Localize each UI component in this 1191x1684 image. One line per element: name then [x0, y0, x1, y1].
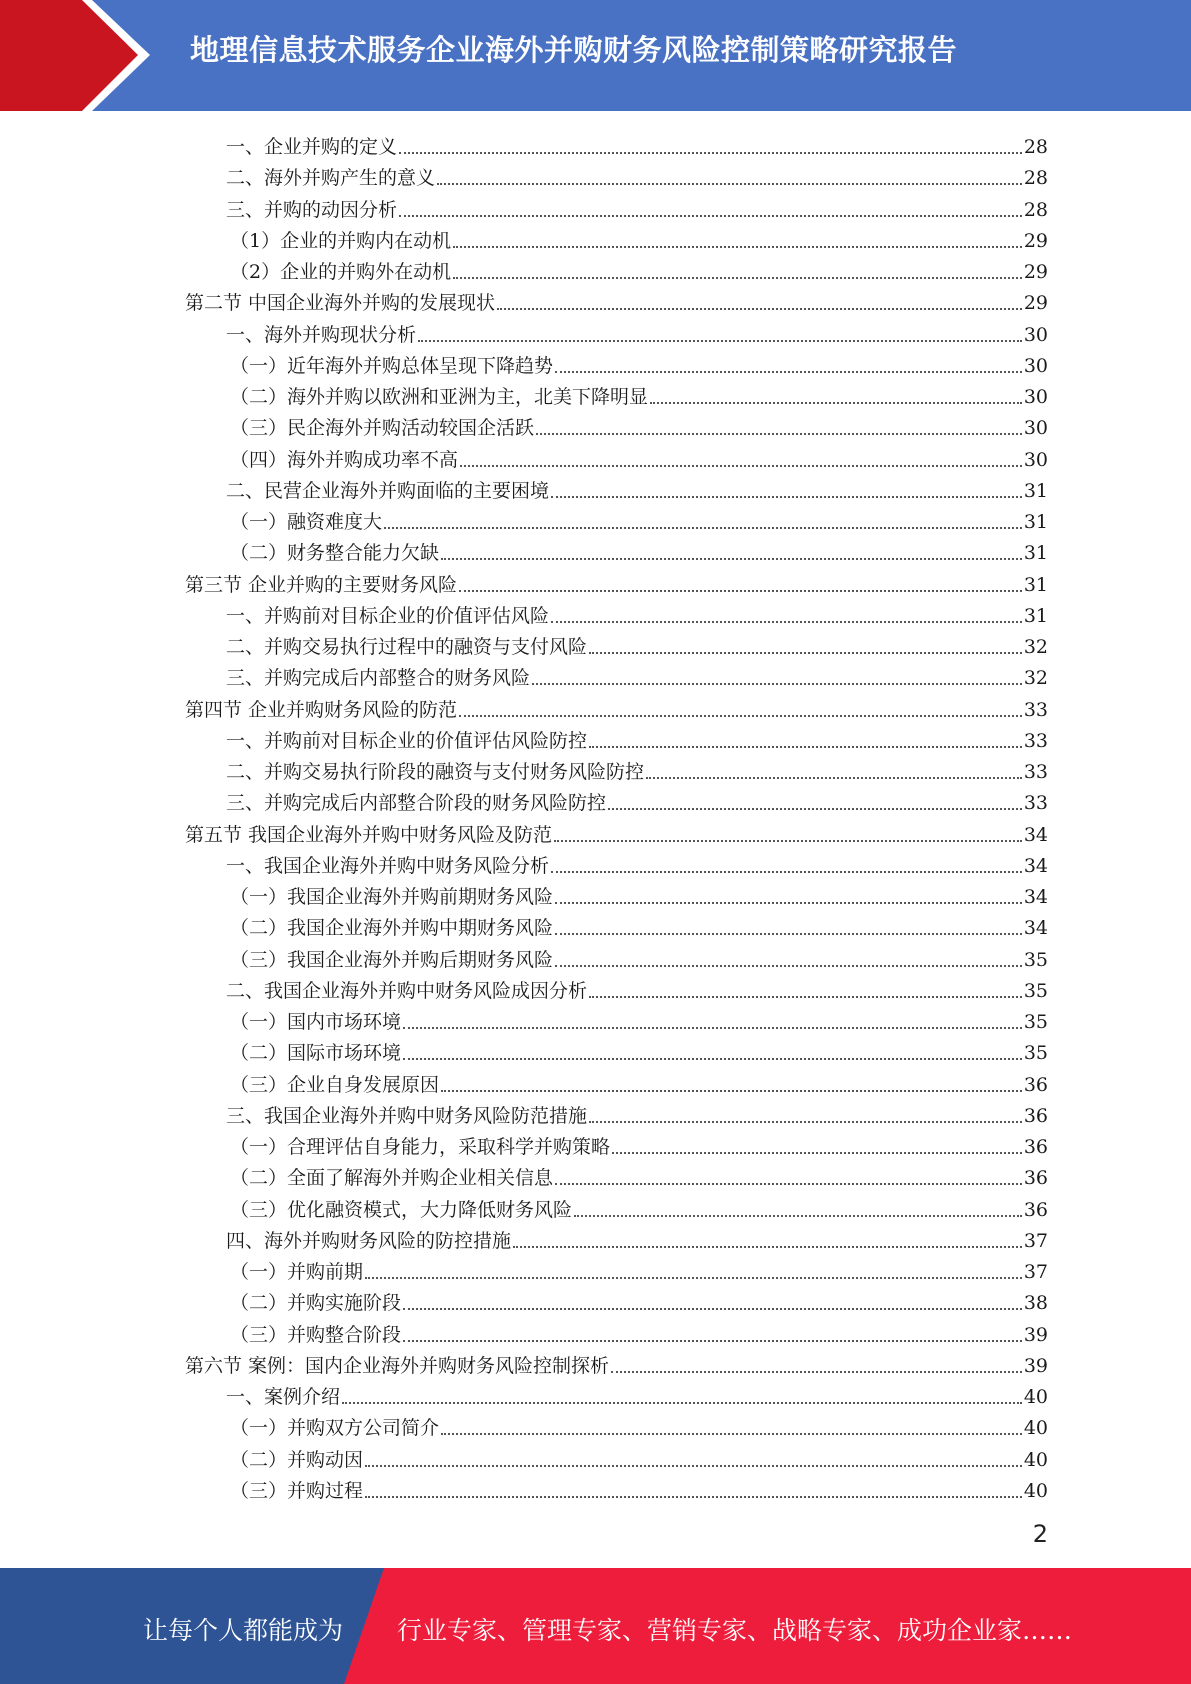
toc-entry[interactable]	[230, 1159, 1048, 1190]
toc-entry-page: 31	[1023, 604, 1048, 627]
toc-entry-title: （一）国内市场环境	[230, 1011, 402, 1033]
toc-entry-page: 29	[1023, 261, 1048, 283]
toc-dot-leader	[441, 1432, 1022, 1435]
toc-entry[interactable]	[230, 503, 1048, 534]
toc-entry-page: 34	[1023, 886, 1048, 908]
toc-entry-page: 33	[1023, 729, 1048, 752]
toc-entry-page: 33	[1023, 792, 1048, 815]
toc-dot-leader	[589, 651, 1022, 654]
toc-entry-page: 30	[1023, 354, 1048, 377]
toc-entry-title: （一）合理评估自身能力，采取科学并购策略	[230, 1136, 611, 1158]
toc-entry-page: 30	[1023, 386, 1048, 408]
toc-dot-leader	[365, 1495, 1022, 1498]
toc-dot-leader	[403, 1307, 1022, 1310]
toc-entry[interactable]	[230, 1003, 1048, 1034]
toc-entry-title: 四、海外并购财务风险的防控措施	[226, 1229, 512, 1252]
toc-dot-leader	[555, 370, 1022, 373]
toc-entry-title: （三）民企海外并购活动较国企活跃	[230, 417, 535, 440]
toc-entry-title: （二）并购实施阶段	[230, 1292, 402, 1315]
toc-entry-page: 34	[1023, 917, 1048, 940]
toc-entry[interactable]	[230, 409, 1048, 440]
toc-entry-title: （二）国际市场环境	[230, 1042, 402, 1065]
toc-entry[interactable]	[230, 878, 1048, 909]
toc-entry-page: 30	[1023, 448, 1048, 471]
toc-entry[interactable]	[226, 316, 1048, 347]
toc-entry[interactable]	[226, 191, 1048, 222]
toc-entry[interactable]	[230, 378, 1048, 409]
toc-entry-page: 29	[1023, 229, 1048, 252]
toc-entry[interactable]	[226, 597, 1048, 628]
toc-dot-leader	[365, 1464, 1022, 1467]
toc-entry-page: 30	[1023, 323, 1048, 346]
toc-entry-page: 36	[1023, 1136, 1048, 1158]
toc-entry-page: 28	[1023, 198, 1048, 221]
toc-entry-page: 39	[1023, 1323, 1048, 1346]
toc-entry[interactable]	[230, 1034, 1048, 1065]
report-title: 地理信息技术服务企业海外并购财务风险控制策略研究报告	[190, 33, 958, 67]
toc-entry-page: 40	[1023, 1417, 1048, 1440]
toc-dot-leader	[551, 620, 1022, 623]
toc-dot-leader	[497, 307, 1022, 310]
toc-entry-title: 一、海外并购现状分析	[226, 323, 417, 346]
footer-slogan-right: 行业专家、管理专家、营销专家、战略专家、成功企业家……	[397, 1616, 1073, 1645]
toc-entry-page: 35	[1023, 1011, 1048, 1033]
toc-dot-leader	[453, 245, 1022, 248]
toc-entry-title: 一、并购前对目标企业的价值评估风险防控	[226, 729, 588, 752]
toc-entry-title: 第二节 中国企业海外并购的发展现状	[185, 292, 496, 315]
toc-entry[interactable]	[226, 128, 1048, 159]
toc-entry-title: （一）近年海外并购总体呈现下降趋势	[230, 354, 554, 377]
toc-dot-leader	[551, 495, 1022, 498]
toc-dot-leader	[459, 589, 1022, 592]
toc-entry[interactable]	[230, 1409, 1048, 1440]
toc-entry[interactable]	[226, 472, 1048, 503]
toc-entry-title: （一）我国企业海外并购前期财务风险	[230, 886, 554, 908]
toc-dot-leader	[418, 339, 1022, 342]
toc-entry[interactable]	[230, 1441, 1048, 1472]
toc-entry[interactable]	[226, 1222, 1048, 1253]
toc-entry-title: 第五节 我国企业海外并购中财务风险及防范	[185, 823, 553, 846]
toc-dot-leader	[646, 776, 1022, 779]
toc-dot-leader	[441, 1089, 1022, 1092]
toc-entry[interactable]	[230, 1066, 1048, 1097]
toc-dot-leader	[589, 1120, 1022, 1123]
toc-entry-title: （三）我国企业海外并购后期财务风险	[230, 948, 554, 971]
toc-entry[interactable]	[185, 816, 1048, 847]
toc-dot-leader	[437, 182, 1022, 185]
toc-entry[interactable]	[226, 628, 1048, 659]
toc-dot-leader	[513, 1245, 1022, 1248]
toc-entry-page: 31	[1023, 511, 1048, 533]
toc-entry[interactable]	[230, 222, 1048, 253]
toc-dot-leader	[536, 432, 1022, 435]
toc-entry-page: 36	[1023, 1198, 1048, 1221]
toc-dot-leader	[555, 964, 1022, 967]
toc-entry-title: （一）并购前期	[230, 1261, 364, 1283]
toc-entry-title: 第三节 企业并购的主要财务风险	[185, 573, 458, 596]
toc-dot-leader	[589, 995, 1022, 998]
toc-entry[interactable]	[185, 691, 1048, 722]
toc-entry[interactable]	[230, 1472, 1048, 1503]
toc-entry-title: 三、并购完成后内部整合阶段的财务风险防控	[226, 792, 607, 815]
toc-entry-title: 一、案例介绍	[226, 1386, 341, 1408]
toc-entry-page: 29	[1023, 292, 1048, 315]
toc-entry-title: （二）财务整合能力欠缺	[230, 542, 440, 565]
toc-entry[interactable]	[226, 1097, 1048, 1128]
toc-entry-page: 35	[1023, 948, 1048, 971]
toc-dot-leader	[403, 1339, 1022, 1342]
toc-entry[interactable]	[230, 1284, 1048, 1315]
toc-entry-title: 一、并购前对目标企业的价值评估风险	[226, 604, 550, 627]
toc-entry-page: 30	[1023, 417, 1048, 440]
toc-entry-page: 32	[1023, 667, 1048, 690]
toc-entry-page: 33	[1023, 698, 1048, 721]
toc-dot-leader	[403, 1026, 1022, 1029]
toc-dot-leader	[554, 839, 1022, 842]
toc-entry-page: 40	[1023, 1448, 1048, 1471]
toc-entry-title: （四）海外并购成功率不高	[230, 448, 459, 471]
page-footer	[0, 1568, 1191, 1684]
toc-entry[interactable]	[230, 347, 1048, 378]
toc-entry-title: 三、并购的动因分析	[226, 198, 398, 221]
toc-dot-leader	[555, 901, 1022, 904]
toc-entry-title: （二）海外并购以欧洲和亚洲为主，北美下降明显	[230, 386, 649, 408]
toc-entry-title: （二）我国企业海外并购中期财务风险	[230, 917, 554, 940]
toc-entry[interactable]	[230, 253, 1048, 284]
toc-entry[interactable]	[226, 753, 1048, 784]
toc-dot-leader	[365, 1276, 1022, 1279]
toc-entry[interactable]	[226, 159, 1048, 190]
toc-dot-leader	[650, 401, 1022, 404]
toc-entry[interactable]	[230, 1191, 1048, 1222]
toc-entry-page: 37	[1023, 1229, 1048, 1252]
footer-slogan-left: 让每个人都能成为	[143, 1616, 344, 1645]
toc-entry[interactable]	[226, 847, 1048, 878]
toc-entry-page: 31	[1023, 542, 1048, 565]
toc-entry[interactable]	[226, 659, 1048, 690]
toc-entry-title: 第六节 案例：国内企业海外并购财务风险控制探析	[185, 1354, 610, 1377]
toc-entry[interactable]	[230, 534, 1048, 565]
toc-dot-leader	[612, 1151, 1022, 1154]
toc-entry-page: 34	[1023, 854, 1048, 877]
toc-dot-leader	[384, 526, 1022, 529]
toc-entry-page: 28	[1023, 167, 1048, 190]
toc-dot-leader	[453, 276, 1022, 279]
toc-dot-leader	[608, 807, 1022, 810]
toc-entry[interactable]	[226, 1378, 1048, 1409]
toc-entry-page: 40	[1023, 1479, 1048, 1502]
toc-dot-leader	[399, 151, 1022, 154]
toc-dot-leader	[459, 714, 1022, 717]
page-number: 2	[1032, 1520, 1048, 1548]
toc-entry-title: （三）优化融资模式，大力降低财务风险	[230, 1198, 573, 1221]
toc-entry[interactable]	[230, 1316, 1048, 1347]
toc-entry-title: 二、我国企业海外并购中财务风险成因分析	[226, 979, 588, 1002]
toc-entry-title: 二、并购交易执行阶段的融资与支付财务风险防控	[226, 761, 645, 783]
toc-entry[interactable]	[230, 1128, 1048, 1159]
toc-entry-page: 31	[1023, 573, 1048, 596]
toc-entry[interactable]	[230, 909, 1048, 940]
toc-entry-page: 34	[1023, 823, 1048, 846]
toc-entry-title: （1）企业的并购内在动机	[230, 229, 452, 252]
toc-entry-title: （三）并购整合阶段	[230, 1323, 402, 1346]
toc-dot-leader	[555, 932, 1022, 935]
toc-entry-page: 31	[1023, 479, 1048, 502]
toc-entry-title: （三）并购过程	[230, 1479, 364, 1502]
toc-entry[interactable]	[185, 1347, 1048, 1378]
toc-entry-title: 二、民营企业海外并购面临的主要困境	[226, 479, 550, 502]
toc-entry-title: （2）企业的并购外在动机	[230, 261, 452, 283]
toc-dot-leader	[555, 1182, 1022, 1185]
toc-entry-title: （三）企业自身发展原因	[230, 1073, 440, 1096]
toc-dot-leader	[551, 870, 1022, 873]
toc-entry-page: 36	[1023, 1073, 1048, 1096]
toc-entry[interactable]	[230, 441, 1048, 472]
toc-entry[interactable]	[226, 784, 1048, 815]
toc-entry-title: 一、我国企业海外并购中财务风险分析	[226, 854, 550, 877]
toc-entry-title: 三、并购完成后内部整合的财务风险	[226, 667, 531, 690]
toc-entry-title: 第四节 企业并购财务风险的防范	[185, 698, 458, 721]
toc-entry-page: 38	[1023, 1292, 1048, 1315]
toc-dot-leader	[399, 214, 1022, 217]
toc-entry-page: 28	[1023, 136, 1048, 158]
toc-entry-title: 二、并购交易执行过程中的融资与支付风险	[226, 636, 588, 658]
toc-dot-leader	[589, 745, 1022, 748]
toc-entry[interactable]	[226, 722, 1048, 753]
header-red-arrow-icon	[0, 0, 160, 111]
toc-entry-page: 32	[1023, 636, 1048, 658]
toc-entry-title: （二）全面了解海外并购企业相关信息	[230, 1167, 554, 1190]
toc-entry-title: （一）并购双方公司简介	[230, 1417, 440, 1440]
toc-entry-page: 39	[1023, 1354, 1048, 1377]
toc-dot-leader	[460, 464, 1022, 467]
toc-entry-title: 一、企业并购的定义	[226, 136, 398, 158]
toc-entry-page: 37	[1023, 1261, 1048, 1283]
toc-dot-leader	[574, 1214, 1022, 1217]
toc-entry[interactable]	[226, 972, 1048, 1003]
toc-dot-leader	[403, 1057, 1022, 1060]
toc-entry[interactable]	[230, 941, 1048, 972]
toc-entry-title: 二、海外并购产生的意义	[226, 167, 436, 190]
toc-dot-leader	[611, 1370, 1022, 1373]
toc-entry[interactable]	[230, 1253, 1048, 1284]
toc-dot-leader	[342, 1401, 1022, 1404]
toc-entry[interactable]	[185, 284, 1048, 315]
toc-entry-page: 36	[1023, 1104, 1048, 1127]
toc-entry-page: 36	[1023, 1167, 1048, 1190]
toc-dot-leader	[441, 557, 1022, 560]
toc-entry[interactable]	[185, 566, 1048, 597]
toc-entry-page: 35	[1023, 1042, 1048, 1065]
toc-entry-page: 33	[1023, 761, 1048, 783]
toc-entry-page: 40	[1023, 1386, 1048, 1408]
toc-entry-title: 三、我国企业海外并购中财务风险防范措施	[226, 1104, 588, 1127]
page-header	[0, 0, 1191, 111]
toc-entry-title: （二）并购动因	[230, 1448, 364, 1471]
toc-entry-title: （一）融资难度大	[230, 511, 383, 533]
toc-dot-leader	[532, 682, 1022, 685]
toc-entry-page: 35	[1023, 979, 1048, 1002]
